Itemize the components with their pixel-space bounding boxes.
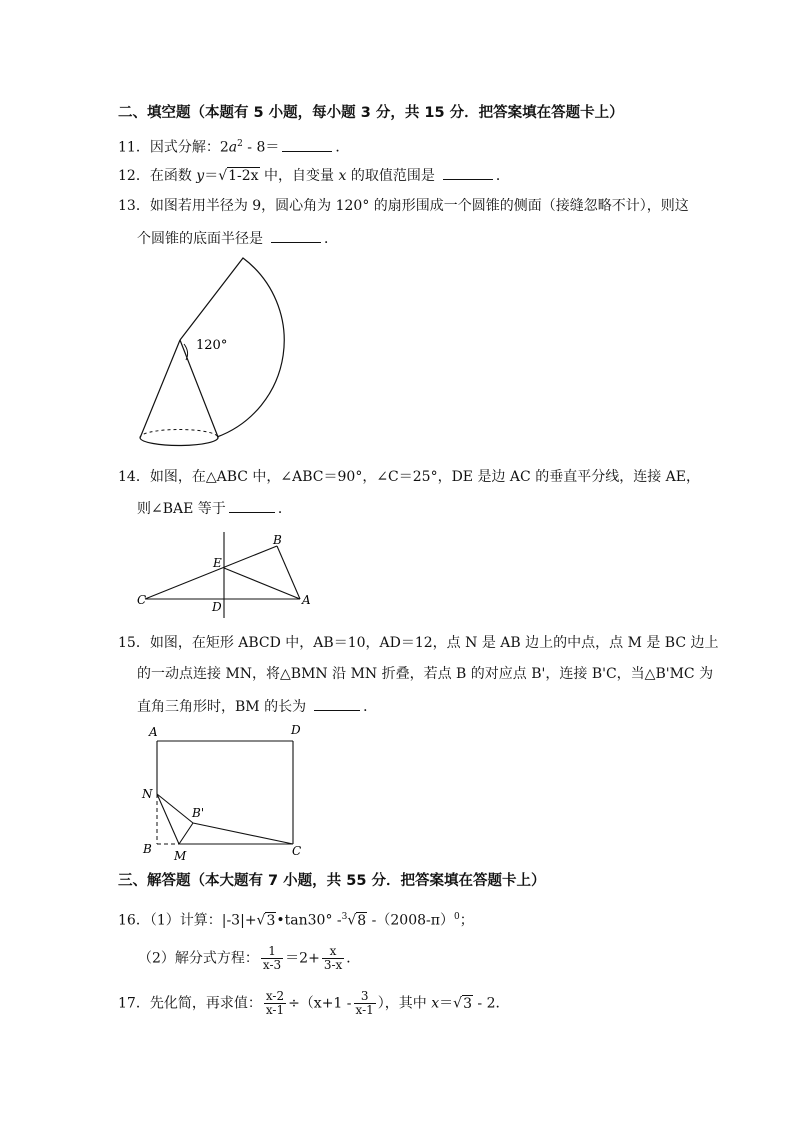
q12-prefix: 12．在函数 — [118, 168, 197, 184]
numerator: 1 — [261, 945, 283, 959]
q12-var-y: y — [196, 168, 205, 184]
denominator: x-3 — [262, 958, 282, 972]
q15-end: ． — [363, 699, 378, 715]
rectangle-abcd-figure — [136, 720, 311, 866]
q16-plus: + — [244, 912, 257, 929]
q16-part2-mid: ＝2+ — [285, 950, 320, 967]
label-b: B — [143, 842, 152, 856]
numerator: x-2 — [265, 989, 285, 1003]
q16-part2-prefix: （2）解分式方程： — [138, 950, 259, 967]
answer-blank[interactable] — [443, 166, 493, 180]
q16-cuberoot-index: 3 — [341, 912, 348, 922]
q17-radicand: 3 — [463, 995, 472, 1012]
q11-var: a — [228, 139, 238, 156]
q13-line2-text: 个圆锥的底面半径是 — [137, 231, 263, 247]
label-a: A — [302, 593, 311, 607]
q16-tail: -（2008-π） — [367, 912, 454, 929]
q17-var: x — [431, 995, 440, 1012]
q13-end: ． — [324, 231, 338, 247]
label-m: M — [174, 849, 187, 863]
side-cb — [145, 546, 277, 599]
cone-base-front — [140, 437, 218, 446]
q11-exponent: 2 — [237, 139, 243, 149]
q17-tail: - 2． — [472, 995, 510, 1012]
question-15-line3 — [137, 697, 377, 716]
q17-close: ），其中 — [377, 995, 432, 1012]
fraction — [261, 945, 283, 972]
label-n: N — [142, 787, 153, 801]
segment-nm — [157, 794, 179, 844]
fraction — [264, 990, 286, 1017]
q16-tan: •tan30° - — [276, 912, 342, 929]
cone-left-slant — [140, 340, 180, 438]
label-b: B — [273, 533, 282, 547]
question-13-line1: 13．如图若用半径为 9，圆心角为 120° 的扇形围成一个圆锥的侧面（接缝忽略不计），则这 — [118, 198, 689, 214]
sqrt-sign: √ — [218, 168, 228, 184]
fraction — [322, 945, 344, 972]
numerator: x — [322, 945, 344, 959]
answer-blank[interactable] — [282, 138, 332, 152]
segment-b-prime-c — [193, 823, 293, 844]
q12-end: ． — [495, 168, 510, 184]
triangle-abc-figure — [134, 528, 319, 620]
denominator: 3-x — [323, 958, 343, 972]
question-15-line2: 的一动点连接 MN，将△BMN 沿 MN 折叠，若点 B 的对应点 B'，连接 B'C，当△B'MC 为 — [137, 666, 714, 682]
question-16-part2 — [138, 945, 360, 972]
question-11 — [118, 135, 349, 157]
q12-radicand: 1-2x — [228, 168, 259, 184]
label-c: C — [137, 593, 147, 607]
label-d: D — [212, 600, 222, 614]
label-a: A — [149, 725, 158, 739]
q16-exponent: 0 — [453, 912, 460, 922]
q16-part2-end: ． — [346, 950, 361, 967]
q11-rest: - 8＝ — [242, 139, 280, 156]
label-e: E — [213, 556, 222, 570]
cone-sector-figure — [130, 252, 300, 457]
section-heading-solutions: 三、解答题（本大题有 7 小题，共 55 分．把答案填在答题卡上） — [118, 873, 546, 889]
q12-eq: ＝ — [204, 168, 219, 184]
question-12 — [118, 166, 510, 185]
answer-blank[interactable] — [314, 697, 360, 711]
segment-b-prime-m — [179, 823, 193, 844]
question-15-line1: 15．如图，在矩形 ABCD 中，AB＝10，AD＝12，点 N 是 AB 边上的中点，点 M 是 BC 边上 — [118, 635, 719, 651]
question-16-part1 — [118, 908, 474, 930]
q16-sqrt3: 3 — [266, 912, 276, 929]
q17-eq: ＝ — [439, 995, 454, 1012]
q11-prefix: 11．因式分解：2 — [118, 139, 229, 156]
label-c: C — [292, 844, 302, 858]
q12-mid: 中，自变量 — [259, 168, 339, 184]
label-d: D — [291, 723, 301, 737]
question-13-line2 — [137, 229, 338, 248]
q17-prefix: 17．先化简，再求值： — [118, 995, 262, 1012]
angle-label: 120° — [196, 338, 228, 353]
denominator: x-1 — [355, 1003, 374, 1017]
question-14-line1: 14．如图，在△ABC 中，∠ABC＝90°，∠C＝25°，DE 是边 AC 的垂直平分线，连接 AE， — [118, 469, 700, 485]
cone-base-back — [140, 429, 218, 438]
sqrt-sign: √ — [256, 912, 266, 929]
q17-div: ÷（x+1 - — [288, 995, 352, 1012]
sqrt-sign: √ — [453, 995, 463, 1012]
q14-end: ． — [277, 501, 292, 517]
question-14-line2 — [137, 499, 292, 518]
q16-cuberoot-radicand: 8 — [357, 912, 367, 929]
q16-abs: |-3| — [221, 912, 245, 929]
numerator: 3 — [354, 990, 376, 1004]
cone-right-slant — [180, 340, 218, 437]
q14-line2-text: 则∠BAE 等于 — [137, 501, 226, 517]
denominator: x-1 — [265, 1003, 285, 1017]
q16-prefix: 16．（1）计算： — [118, 912, 222, 929]
answer-blank[interactable] — [271, 229, 321, 243]
label-b-prime: B' — [192, 806, 205, 820]
answer-blank[interactable] — [229, 499, 275, 513]
section-heading-fill-in: 二、填空题（本题有 5 小题，每小题 3 分，共 15 分．把答案填在答题卡上） — [118, 105, 624, 121]
fraction — [354, 990, 376, 1017]
segment-nb-prime — [157, 794, 193, 823]
q11-end: ． — [335, 139, 350, 156]
sqrt-sign: √ — [347, 912, 357, 929]
question-17 — [118, 990, 510, 1017]
q12-suffix: 的取值范围是 — [346, 168, 435, 184]
q16-end: ； — [459, 912, 474, 929]
q15-line3-text: 直角三角形时，BM 的长为 — [137, 699, 307, 715]
q12-var-x: x — [338, 168, 347, 184]
